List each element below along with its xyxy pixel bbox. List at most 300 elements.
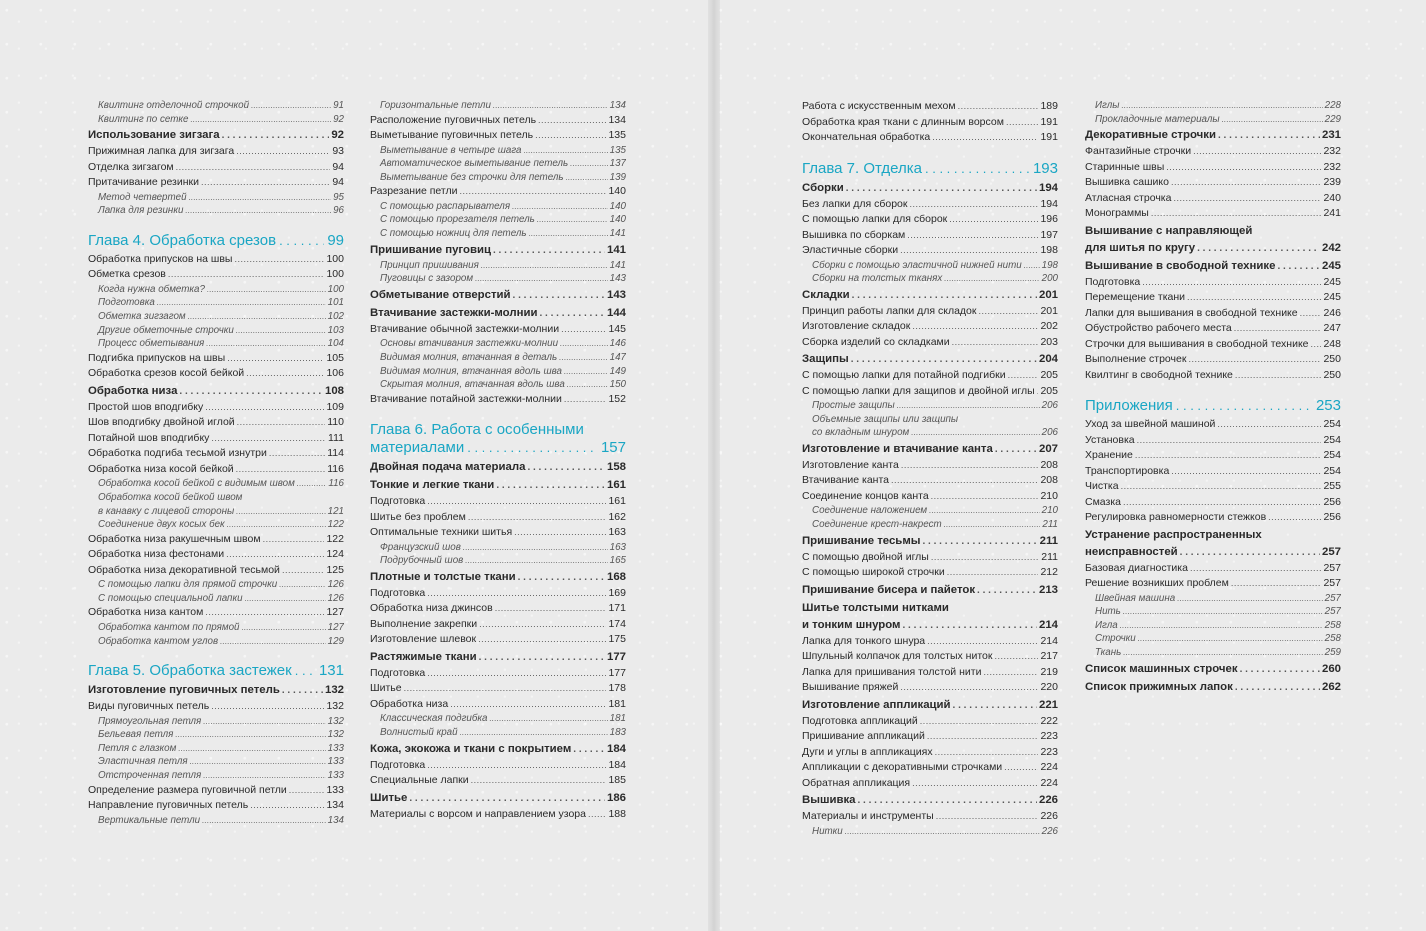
toc-entry[interactable] [1085,352,1341,368]
dot-leader [1193,144,1321,160]
toc-entry[interactable] [1085,275,1341,291]
toc-section[interactable] [802,792,1058,809]
toc-subentry[interactable] [370,726,626,740]
toc-entry[interactable] [1085,448,1341,464]
page-number: 162 [608,510,626,523]
toc-entry[interactable] [370,525,626,541]
toc-section[interactable] [370,459,626,476]
toc-entry-title: Соединение концов канта [802,489,929,502]
toc-entry-title: С помощью ножниц для петель [380,228,527,240]
dot-leader [947,565,1039,581]
toc-subentry[interactable] [802,518,1058,532]
toc-entry-title: Декоративные строчки [1085,129,1216,142]
toc-entry[interactable] [88,462,344,478]
toc-section[interactable] [1085,258,1341,275]
page-number: 152 [608,392,626,405]
toc-entry-title: Складки [802,288,850,301]
dot-leader [185,204,331,218]
toc-entry-title: Вышивка сашико [1085,176,1169,189]
dot-leader [211,431,326,447]
toc-subentry[interactable] [88,324,344,338]
dot-leader [535,128,606,144]
toc-entry-title: Вышивание в свободной технике [1085,259,1276,272]
toc-section[interactable] [88,383,344,400]
toc-entry[interactable] [370,617,626,633]
toc-section[interactable] [1085,544,1341,561]
page-number: 258 [1324,633,1341,645]
dot-leader [952,335,1039,351]
toc-entry[interactable] [88,699,344,715]
toc-entry-title: Соединение наложением [812,505,928,517]
page-number: 255 [1323,480,1341,493]
toc-entry-title: Втачивание обычной застежки-молнии [370,322,560,335]
toc-subentry[interactable] [88,518,344,532]
page-number: 168 [606,570,626,583]
page-number: 143 [606,288,626,301]
toc-subentry[interactable] [1085,646,1341,660]
toc-entry-title: Обработка низа [88,384,178,397]
toc-entry[interactable] [802,304,1058,320]
toc-entry[interactable] [88,415,344,431]
dot-leader [1024,259,1040,273]
toc-entry-title: Принцип пришивания [380,259,479,271]
toc-entry[interactable] [88,547,344,563]
toc-section[interactable] [802,351,1058,368]
toc-entry[interactable] [802,489,1058,505]
toc-subentry[interactable] [370,554,626,568]
toc-section[interactable] [88,682,344,699]
toc-entry[interactable] [802,473,1058,489]
toc-subentry[interactable] [370,99,626,113]
toc-entry[interactable] [802,776,1058,792]
toc-section[interactable] [370,305,626,322]
toc-entry[interactable] [802,665,1058,681]
dot-leader [512,200,608,214]
dot-leader [851,351,1037,368]
chapter-heading[interactable] [88,232,344,250]
toc-entry[interactable] [370,758,626,774]
dot-leader [567,378,608,392]
dot-leader [279,578,325,592]
toc-entry[interactable] [802,335,1058,351]
page-number: 254 [1323,433,1341,446]
toc-section[interactable] [802,617,1058,634]
toc-entry[interactable] [802,319,1058,335]
toc-subentry[interactable] [1085,632,1341,646]
dot-leader [236,505,325,519]
toc-entry-title: для шитья по кругу [1085,241,1196,254]
page-number: 161 [608,495,626,508]
toc-entry-title: Обметывание отверстий [370,288,511,301]
toc-entry-title: Видимая молния, втачанная вдоль шва [380,365,562,377]
dot-leader [236,324,326,338]
toc-subentry[interactable] [88,715,344,729]
toc-subentry[interactable] [370,171,626,185]
toc-entry-title: Без лапки для сборок [802,197,908,210]
toc-entry[interactable] [1085,433,1341,449]
toc-entry[interactable] [370,807,626,823]
dot-leader [201,175,330,191]
toc-subentry[interactable] [88,592,344,606]
toc-section[interactable] [1085,679,1341,696]
toc-entry[interactable] [802,228,1058,244]
dot-leader [479,617,606,633]
page-number: 126 [327,592,344,604]
page-number: 114 [327,447,344,460]
toc-subentry[interactable] [88,99,344,113]
toc-section[interactable] [370,790,626,807]
chapter-heading[interactable] [370,439,626,457]
toc-entry[interactable] [370,184,626,200]
toc-subentry[interactable] [88,113,344,127]
toc-entry[interactable] [802,729,1058,745]
toc-subentry[interactable] [88,191,344,205]
toc-entry[interactable] [88,351,344,367]
toc-section[interactable] [802,582,1058,599]
toc-entry[interactable] [802,384,1058,400]
toc-subentry[interactable] [802,272,1058,286]
dot-leader [409,790,605,807]
toc-entry[interactable] [1085,479,1341,495]
toc-subentry[interactable] [370,541,626,555]
toc-entry-title: Список прижимных лапок [1085,680,1233,693]
toc-subentry[interactable] [802,825,1058,839]
toc-subentry[interactable] [370,365,626,379]
toc-entry[interactable] [802,649,1058,665]
toc-entry[interactable] [1085,510,1341,526]
toc-subentry[interactable] [1085,113,1341,127]
page-number: 257 [1321,545,1341,558]
toc-entry[interactable] [88,532,344,548]
toc-section[interactable] [88,127,344,144]
dot-leader [958,99,1039,115]
toc-entry-title: Строчки [1095,633,1136,645]
toc-entry[interactable] [1085,576,1341,592]
toc-entry[interactable] [802,760,1058,776]
toc-subentry[interactable] [88,283,344,297]
toc-subentry[interactable] [1085,99,1341,113]
page-number: 127 [327,621,344,633]
page-number: 145 [608,322,626,335]
toc-subentry[interactable] [88,635,344,649]
dot-leader [931,550,1039,566]
toc-entry[interactable] [88,783,344,799]
toc-entry[interactable] [88,431,344,447]
toc-entry-title: Регулировка равномерности стежков [1085,511,1267,524]
dot-leader [227,518,326,532]
toc-entry[interactable] [802,458,1058,474]
dot-leader [978,304,1038,320]
toc-subentry[interactable] [88,204,344,218]
page-number: 194 [1040,197,1058,210]
toc-entry[interactable] [370,494,626,510]
dot-leader [1006,115,1039,131]
toc-section[interactable] [370,477,626,494]
page-number: 239 [1323,176,1341,189]
toc-entry[interactable] [370,681,626,697]
dot-leader [427,758,606,774]
dot-leader [560,337,608,351]
toc-entry[interactable] [88,252,344,268]
dot-leader [1008,368,1039,384]
toc-entry-title: Пришивание бисера и пайеток [802,583,976,596]
page-number: 198 [1040,244,1058,256]
toc-entry-title: Подготовка [370,586,426,599]
toc-column-4 [1085,99,1341,696]
toc-entry[interactable] [802,565,1058,581]
toc-section[interactable] [802,180,1058,197]
page-number: 248 [1323,337,1341,350]
toc-entry-title: Сборки [802,181,844,194]
toc-section[interactable] [370,741,626,758]
toc-entry[interactable] [1085,561,1341,577]
page-number: 174 [608,617,626,630]
toc-subentry[interactable] [802,426,1058,440]
chapter-heading[interactable] [802,160,1058,178]
toc-entry-line [802,413,1058,427]
toc-entry-title: Принцип работы лапки для складок [802,304,977,317]
toc-section[interactable] [802,287,1058,304]
toc-entry-title: Прямоугольная петля [98,715,202,727]
page-number: 198 [1041,259,1058,271]
toc-entry-title: Ткань [1095,647,1122,659]
toc-subentry[interactable] [1085,619,1341,633]
toc-entry[interactable] [370,697,626,713]
dot-leader [207,283,326,297]
dot-leader [573,741,605,758]
toc-section[interactable] [1085,240,1341,257]
chapter-title: материалами [370,439,465,457]
toc-subentry[interactable] [370,337,626,351]
page-number: 253 [1315,397,1341,415]
toc-subentry[interactable] [370,144,626,158]
toc-entry-title: Нитки [812,825,843,837]
toc-entry[interactable] [88,366,344,382]
toc-entry[interactable] [370,128,626,144]
toc-entry[interactable] [1085,368,1341,384]
page-number: 228 [1324,100,1341,111]
dot-leader [1311,337,1322,353]
toc-subentry[interactable] [802,504,1058,518]
toc-subentry[interactable] [802,259,1058,273]
dot-leader [927,634,1038,650]
toc-entry[interactable] [1085,206,1341,222]
page-number: 185 [608,774,626,787]
dot-leader [468,510,607,526]
toc-entry[interactable] [802,745,1058,761]
toc-entry[interactable] [370,632,626,648]
toc-entry[interactable] [802,550,1058,566]
toc-entry-title: Втачивание застежки-молнии [370,306,538,319]
toc-subentry[interactable] [1085,605,1341,619]
toc-entry[interactable] [370,392,626,408]
dot-leader [203,715,325,729]
toc-entry[interactable] [802,680,1058,696]
toc-entry-title: С помощью лапки для потайной подгибки [802,369,1006,382]
toc-entry[interactable] [88,160,344,176]
chapter-heading[interactable] [88,662,344,680]
toc-entry[interactable] [1085,290,1341,306]
dot-leader [450,697,606,713]
toc-entry[interactable] [802,809,1058,825]
toc-entry-title: Втачивание канта [802,474,890,487]
page-number: 133 [326,783,344,796]
toc-entry[interactable] [370,666,626,682]
dot-leader [205,605,324,621]
toc-section[interactable] [1085,127,1341,144]
toc-entry[interactable] [802,115,1058,131]
toc-entry[interactable] [370,601,626,617]
dot-leader [1004,760,1038,776]
page-number: 100 [326,268,344,281]
toc-section[interactable] [370,242,626,259]
toc-entry[interactable] [370,322,626,338]
toc-entry[interactable] [88,267,344,283]
dot-leader [561,322,606,338]
toc-entry-title: Видимая молния, втачанная в деталь [380,351,558,363]
toc-entry[interactable] [1085,144,1341,160]
page-number: 207 [1038,442,1058,455]
toc-entry[interactable] [1085,464,1341,480]
dot-leader [912,319,1038,335]
toc-subentry[interactable] [370,157,626,171]
toc-entry[interactable] [88,798,344,814]
dot-leader [237,415,326,431]
toc-entry[interactable] [1085,321,1341,337]
page-number: 211 [1042,519,1058,531]
toc-subentry[interactable] [370,200,626,214]
toc-entry[interactable] [88,446,344,462]
toc-entry[interactable] [1085,337,1341,353]
dot-leader [463,541,608,555]
toc-entry[interactable] [802,212,1058,228]
toc-entry[interactable] [802,634,1058,650]
dot-leader [1190,561,1322,577]
toc-entry-title: Швейная машина [1095,592,1176,604]
toc-subentry[interactable] [88,296,344,310]
toc-entry-title: Нить [1095,606,1121,618]
toc-entry[interactable] [88,400,344,416]
toc-subentry[interactable] [802,399,1058,413]
dot-leader [493,242,605,259]
toc-entry[interactable] [88,175,344,191]
toc-entry[interactable] [370,773,626,789]
toc-entry[interactable] [88,144,344,160]
dot-leader [1166,160,1321,176]
dot-leader [566,171,608,185]
toc-entry-title: Подготовка [1085,275,1141,288]
dot-leader [176,160,331,176]
dot-leader [564,365,608,379]
toc-entry[interactable] [1085,175,1341,191]
toc-subentry[interactable] [370,378,626,392]
toc-entry[interactable] [370,113,626,129]
toc-entry[interactable] [370,510,626,526]
page-number: 247 [1323,322,1341,335]
toc-subentry[interactable] [370,213,626,227]
toc-subentry[interactable] [88,337,344,351]
toc-entry[interactable] [1085,495,1341,511]
toc-entry[interactable] [802,130,1058,146]
page-number: 181 [608,697,626,710]
page-number: 96 [333,205,344,217]
dot-leader [953,697,1037,714]
toc-subentry[interactable] [88,578,344,592]
toc-section[interactable] [802,533,1058,550]
toc-entry[interactable] [1085,417,1341,433]
toc-entry[interactable] [370,586,626,602]
toc-entry[interactable] [1085,160,1341,176]
toc-subentry[interactable] [88,505,344,519]
toc-entry[interactable] [802,99,1058,115]
page-number: 106 [326,367,344,380]
toc-section[interactable] [370,569,626,586]
dot-leader [251,99,331,113]
toc-entry[interactable] [802,368,1058,384]
page-number: 214 [1040,634,1058,647]
toc-entry-title: Шитье [370,791,408,804]
toc-entry[interactable] [1085,191,1341,207]
toc-subentry[interactable] [370,272,626,286]
toc-section[interactable] [370,649,626,666]
toc-entry-title: Пуговицы с зазором [380,273,474,285]
toc-subentry[interactable] [88,755,344,769]
toc-subentry[interactable] [1085,592,1341,606]
toc-section[interactable] [802,441,1058,458]
toc-section[interactable] [1085,661,1341,678]
toc-subentry[interactable] [88,621,344,635]
page-number: 205 [1040,384,1058,397]
dot-leader [1235,679,1320,696]
toc-entry-title: Процесс обметывания [98,338,205,350]
toc-subentry[interactable] [370,227,626,241]
page-number: 139 [609,171,626,183]
toc-entry-title: Сборки на толстых тканях [812,273,943,285]
chapter-heading[interactable] [1085,397,1341,415]
toc-section[interactable] [370,287,626,304]
toc-subentry[interactable] [88,769,344,783]
toc-entry-title: Разрезание петли [370,185,458,198]
page-number: 133 [327,756,344,768]
toc-subentry[interactable] [88,814,344,828]
page-number: 134 [609,100,626,111]
toc-entry[interactable] [802,197,1058,213]
page-number: 206 [1041,400,1058,412]
toc-entry[interactable] [88,605,344,621]
toc-entry[interactable] [802,243,1058,259]
page-number: 242 [1321,241,1341,254]
toc-entry[interactable] [88,563,344,579]
dot-leader [202,814,326,828]
toc-subentry[interactable] [88,310,344,324]
dot-leader [282,563,325,579]
toc-entry[interactable] [802,714,1058,730]
dot-leader [234,252,324,268]
page-number: 201 [1040,304,1058,317]
toc-subentry[interactable] [88,728,344,742]
toc-subentry[interactable] [88,477,344,491]
page-number: 103 [327,324,344,336]
page-number: 226 [1041,825,1058,837]
toc-subentry[interactable] [370,712,626,726]
toc-subentry[interactable] [370,351,626,365]
toc-entry-title: неисправностей [1085,545,1178,558]
toc-entry[interactable] [1085,306,1341,322]
toc-section[interactable] [802,697,1058,714]
toc-subentry[interactable] [88,742,344,756]
dot-leader [479,649,605,666]
toc-subentry[interactable] [370,259,626,273]
